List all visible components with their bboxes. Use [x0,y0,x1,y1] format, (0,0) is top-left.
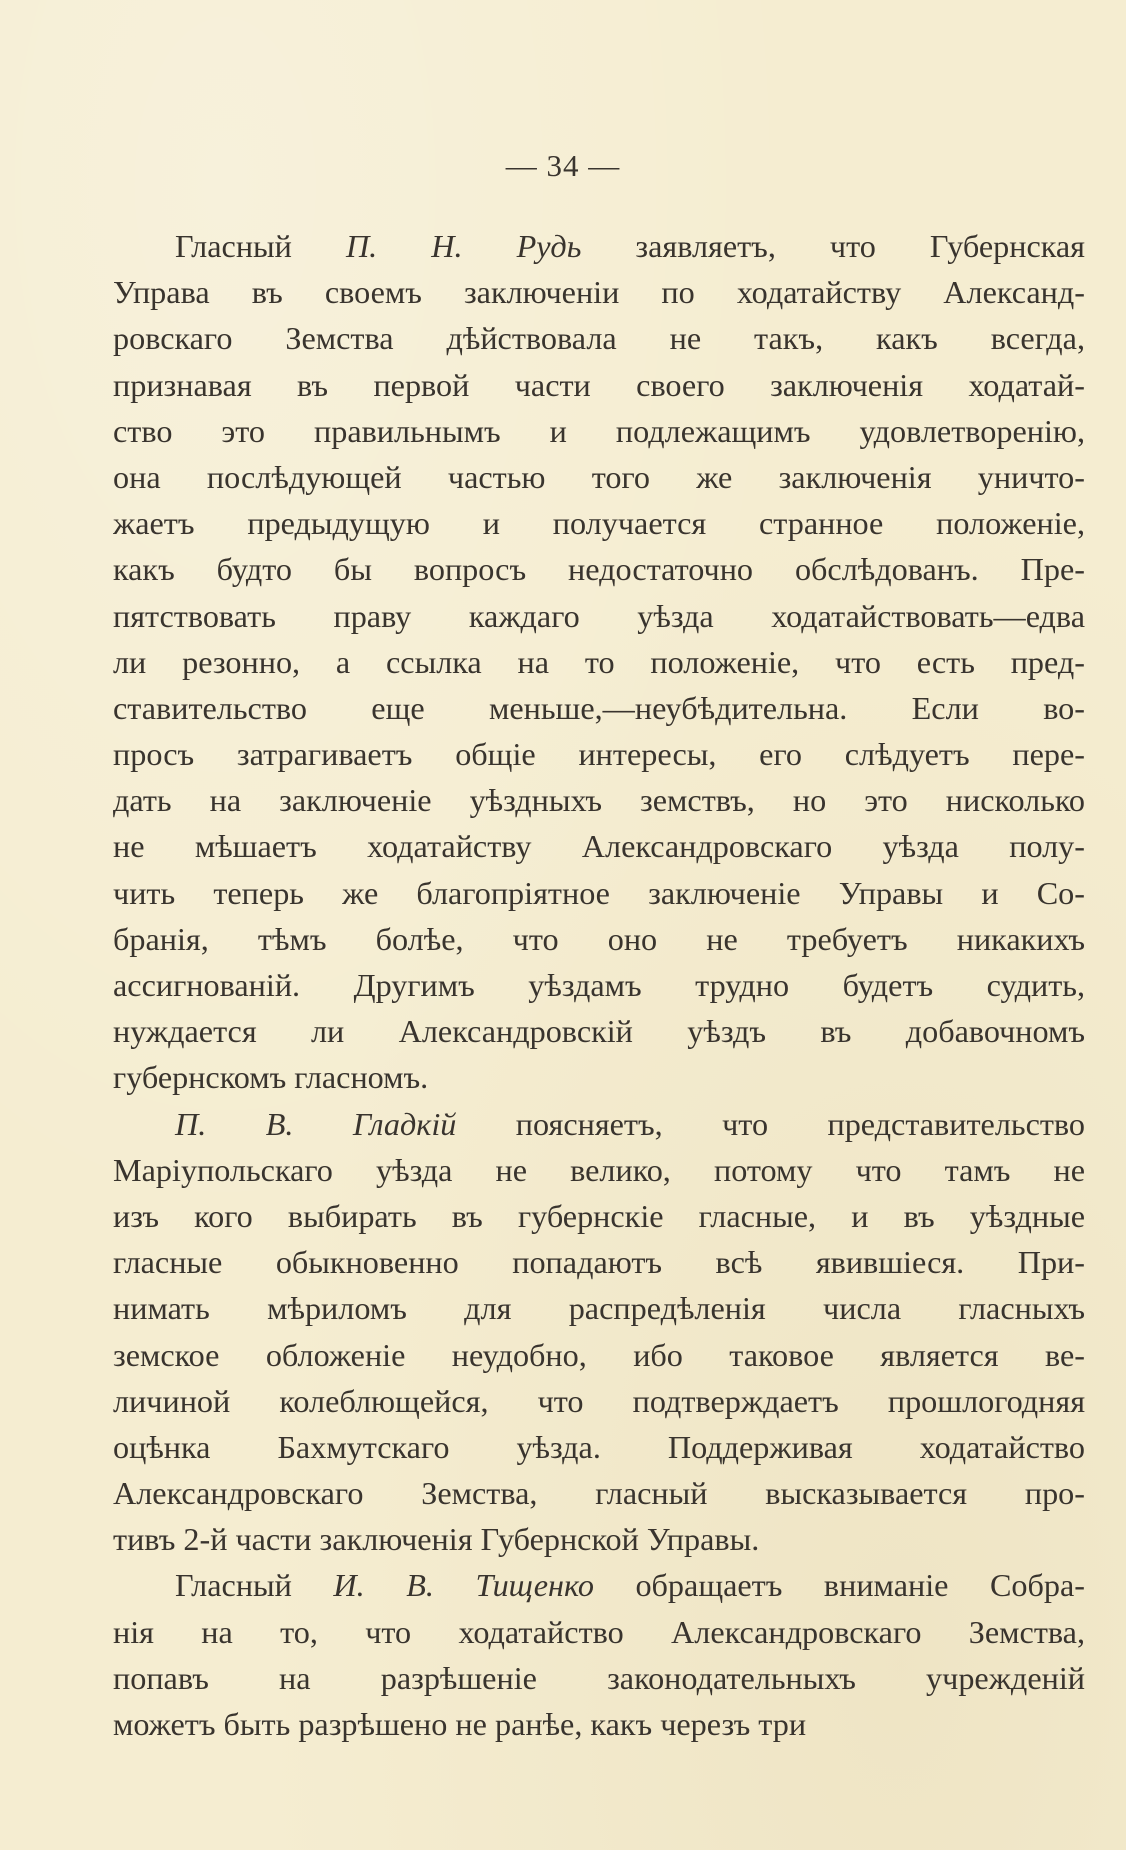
text-line [113,731,1085,777]
text-segment: нуждается ли Александровскій уѣздъ въ добавочномъ [113,1013,1085,1050]
text-segment: жаетъ предыдущую и получается странное положеніе, [113,505,1085,542]
text-segment: Гласный [175,228,346,264]
text-line [113,1101,1085,1147]
text-line [113,362,1085,408]
text-segment: чить теперь же благопріятное заключеніе Управы и Со- [113,874,1085,911]
text-segment: оцѣнка Бахмутскаго уѣзда. Поддерживая ходатайство [113,1428,1085,1465]
text-line [113,1239,1085,1285]
text-line [113,823,1085,869]
text-line [113,593,1085,639]
text-segment: ассигнованій. Другимъ уѣздамъ трудно будетъ судить, [113,967,1085,1003]
text-segment: бранія, тѣмъ болѣе, что оно не требуетъ никакихъ [113,920,1085,957]
text-segment: ство это правильнымъ и подлежащимъ удовлетворенію, [113,412,1085,449]
text-segment: Александровскаго Земства, гласный высказывается про- [113,1475,1085,1512]
text-segment: какъ будто бы вопросъ недостаточно обслѣдованъ. Пре- [113,551,1085,588]
text-segment: заявляетъ, что Губернская [581,228,1085,264]
text-segment: нимать мѣриломъ для распредѣленія числа гласныхъ [113,1290,1085,1327]
text-segment: пятствовать праву каждаго уѣзда ходатайствовать—едва [113,597,1085,634]
text-line [113,1562,1085,1608]
text-line [113,315,1085,361]
text-line [113,1332,1085,1378]
text-segment: личиной колеблющейся, что подтверждаетъ прошлогодняя [113,1382,1085,1419]
text-segment: изъ кого выбирать въ губернскіе гласные, и въ уѣздные [113,1197,1085,1234]
text-segment: нія на то, что ходатайство Александровскаго Земства, [113,1613,1085,1650]
text-line [113,1378,1085,1424]
page-number: — 34 — [505,148,621,183]
speaker-name: П. В. Гладкій [175,1105,457,1142]
text-line [113,1054,1085,1100]
text-line [113,1516,1085,1562]
paragraph [113,1562,1085,1747]
paragraph [113,1101,1085,1563]
text-line [113,685,1085,731]
body-text [113,223,1085,1747]
text-segment: гласные обыкновенно попадаютъ всѣ явившіеся. При- [113,1244,1085,1281]
text-line [113,500,1085,546]
text-segment: земское обложеніе неудобно, ибо таковое является ве- [113,1336,1085,1373]
text-segment: поясняетъ, что представительство [456,1105,1085,1142]
text-segment: можетъ быть разрѣшено не ранѣе, какъ черезъ три [113,1706,807,1742]
text-segment: губернскомъ гласномъ. [113,1059,429,1096]
text-segment: просъ затрагиваетъ общіе интересы, его слѣдуетъ пере- [113,736,1085,773]
paragraph [113,223,1085,1101]
text-segment: ставительство еще меньше,—неубѣдительна. Если во- [113,689,1085,726]
text-line [113,1285,1085,1331]
text-line [113,777,1085,823]
text-segment: попавъ на разрѣшеніе законодательныхъ учрежденій [113,1659,1085,1696]
text-segment: обращаетъ вниманіе Собра- [593,1567,1085,1604]
text-line [113,454,1085,500]
text-segment: не мѣшаетъ ходатайству Александровскаго уѣзда полу- [113,828,1085,865]
text-line [113,1470,1085,1516]
text-segment: тивъ 2-й части заключенія Губернской Управы. [113,1521,760,1558]
text-line [113,1424,1085,1470]
text-line [113,546,1085,592]
text-segment: ровскаго Земства дѣйствовала не такъ, какъ всегда, [113,320,1085,357]
text-line [113,1655,1085,1701]
text-segment: дать на заключеніе уѣздныхъ земствъ, но это нисколько [113,782,1085,819]
text-line [113,1193,1085,1239]
speaker-name: И. В. Тищенко [333,1567,594,1604]
text-line [113,870,1085,916]
text-line [113,408,1085,454]
text-line [113,639,1085,685]
text-line [113,916,1085,962]
text-line [113,962,1085,1008]
text-line [113,1008,1085,1054]
text-segment: она послѣдующей частью того же заключенія уничто- [113,458,1085,495]
text-line [113,223,1085,269]
text-line [113,269,1085,315]
text-line [113,1147,1085,1193]
text-segment: признавая въ первой части своего заключенія ходатай- [113,366,1085,403]
speaker-name: П. Н. Рудь [345,228,582,264]
text-segment: Гласный [175,1567,334,1604]
text-segment: Маріупольскаго уѣзда не велико, потому что тамъ не [113,1151,1085,1188]
text-line [113,1701,1085,1747]
text-segment: ли резонно, а ссылка на то положеніе, что есть пред- [113,643,1085,680]
text-line [113,1609,1085,1655]
text-segment: Управа въ своемъ заключеніи по ходатайству Александ- [113,274,1085,311]
